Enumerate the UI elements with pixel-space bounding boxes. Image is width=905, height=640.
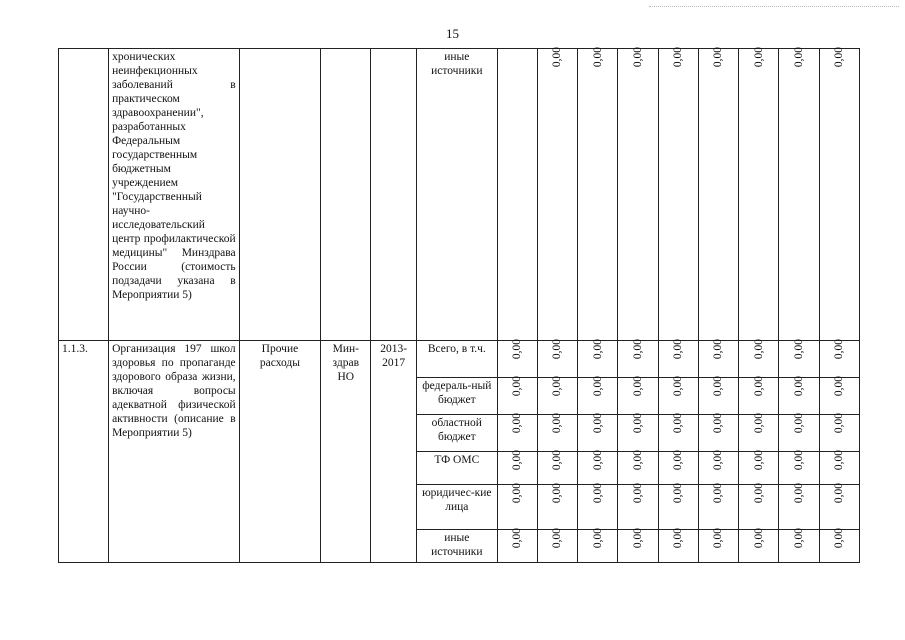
cell-value: 0,00 — [739, 452, 779, 485]
cell-value: 0,00 — [618, 415, 658, 452]
cell-value: 0,00 — [537, 530, 577, 563]
cell-value: 0,00 — [819, 415, 859, 452]
cell-source: иные источники — [417, 49, 498, 341]
cell-value: 0,00 — [779, 530, 819, 563]
cell-source: юридичес-кие лица — [417, 485, 498, 530]
cell-responsible: Мин-здрав НО — [321, 341, 371, 563]
cell-value: 0,00 — [658, 452, 698, 485]
cell-value: 0,00 — [779, 485, 819, 530]
cell-value: 0,00 — [578, 452, 618, 485]
cell-value: 0,00 — [779, 378, 819, 415]
cell-value: 0,00 — [698, 452, 738, 485]
cell-number: 1.1.3. — [59, 341, 109, 563]
cell-value: 0,00 — [578, 49, 618, 341]
cell-value-empty — [497, 49, 537, 341]
cell-value: 0,00 — [658, 49, 698, 341]
cell-value: 0,00 — [819, 485, 859, 530]
cell-value: 0,00 — [618, 49, 658, 341]
cell-value: 0,00 — [698, 378, 738, 415]
cell-value: 0,00 — [497, 341, 537, 378]
cell-value: 0,00 — [819, 49, 859, 341]
cell-value: 0,00 — [537, 341, 577, 378]
cell-value: 0,00 — [618, 530, 658, 563]
cell-value: 0,00 — [537, 485, 577, 530]
cell-value: 0,00 — [658, 530, 698, 563]
cell-value: 0,00 — [779, 341, 819, 378]
cell-value: 0,00 — [658, 378, 698, 415]
cell-value: 0,00 — [618, 452, 658, 485]
cell-number — [59, 49, 109, 341]
cell-value: 0,00 — [779, 49, 819, 341]
cell-source: областной бюджет — [417, 415, 498, 452]
cell-value: 0,00 — [779, 415, 819, 452]
cell-value: 0,00 — [739, 415, 779, 452]
cell-period: 2013-2017 — [371, 341, 417, 563]
page-number: 15 — [446, 26, 459, 41]
cell-value: 0,00 — [698, 415, 738, 452]
budget-table — [58, 48, 860, 563]
cell-value: 0,00 — [578, 485, 618, 530]
cell-description: хронических неинфекционных заболеваний в практическом здравоохранении", разработанных Федеральным государственным бюджетным учреждением "Государственный научно-исследовательский центр профилактической медицины" Минздрава России (стоимость подзадачи указана в Мероприятии 5) — [109, 49, 240, 341]
cell-value: 0,00 — [739, 530, 779, 563]
cell-value: 0,00 — [739, 485, 779, 530]
cell-value: 0,00 — [698, 530, 738, 563]
cell-value: 0,00 — [497, 415, 537, 452]
cell-value: 0,00 — [497, 530, 537, 563]
cell-value: 0,00 — [618, 378, 658, 415]
table-row-continuation — [59, 49, 860, 341]
cell-value: 0,00 — [578, 341, 618, 378]
cell-value: 0,00 — [739, 378, 779, 415]
cell-value: 0,00 — [739, 341, 779, 378]
cell-value: 0,00 — [698, 341, 738, 378]
cell-value: 0,00 — [658, 415, 698, 452]
scan-artifact — [649, 6, 899, 9]
cell-value: 0,00 — [658, 341, 698, 378]
cell-value: 0,00 — [819, 452, 859, 485]
cell-source: иные источники — [417, 530, 498, 563]
cell-period — [371, 49, 417, 341]
cell-value: 0,00 — [497, 485, 537, 530]
cell-value: 0,00 — [537, 452, 577, 485]
table-row-total — [59, 341, 860, 378]
cell-value: 0,00 — [497, 452, 537, 485]
cell-value: 0,00 — [698, 485, 738, 530]
cell-description: Организация 197 школ здоровья по пропаганде здорового образа жизни, включая вопросы адекватной физической активности (описание в Мероприятии 5) — [109, 341, 240, 563]
cell-value: 0,00 — [779, 452, 819, 485]
cell-value: 0,00 — [537, 49, 577, 341]
cell-value: 0,00 — [618, 485, 658, 530]
cell-value: 0,00 — [537, 378, 577, 415]
cell-source: Всего, в т.ч. — [417, 341, 498, 378]
cell-value: 0,00 — [618, 341, 658, 378]
cell-expense-type: Прочие расходы — [239, 341, 321, 563]
cell-expense-type — [239, 49, 321, 341]
cell-value: 0,00 — [578, 415, 618, 452]
cell-value: 0,00 — [698, 49, 738, 341]
cell-value: 0,00 — [819, 530, 859, 563]
cell-value: 0,00 — [819, 378, 859, 415]
cell-responsible — [321, 49, 371, 341]
cell-value: 0,00 — [739, 49, 779, 341]
cell-value: 0,00 — [819, 341, 859, 378]
cell-value: 0,00 — [497, 378, 537, 415]
cell-value: 0,00 — [578, 530, 618, 563]
cell-source: ТФ ОМС — [417, 452, 498, 485]
cell-value: 0,00 — [578, 378, 618, 415]
cell-source: федераль-ный бюджет — [417, 378, 498, 415]
cell-value: 0,00 — [537, 415, 577, 452]
cell-value: 0,00 — [658, 485, 698, 530]
